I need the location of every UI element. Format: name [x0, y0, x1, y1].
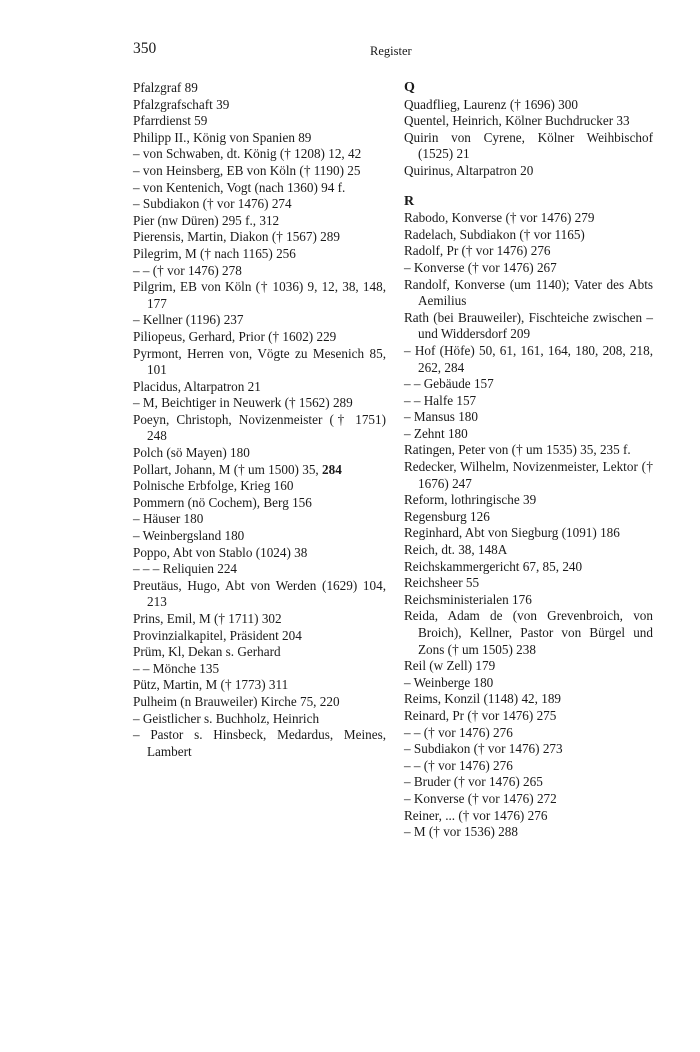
- index-entry: [133, 478, 386, 495]
- index-entry: [133, 97, 386, 114]
- index-entry-text: Poeyn, Christoph, Novizenmeister († 1751) 248: [133, 411, 386, 444]
- index-entry-text: – Konverse († vor 1476) 267: [404, 259, 557, 275]
- index-entry-text: Reginhard, Abt von Siegburg (1091) 186: [404, 525, 620, 541]
- index-entry-text: Polch (sö Mayen) 180: [133, 445, 250, 461]
- index-entry-text: Quentel, Heinrich, Kölner Buchdrucker 33: [404, 113, 630, 129]
- index-entry: [133, 213, 386, 230]
- index-entry-text: Pyrmont, Herren von, Vögte zu Mesenich 85, 101: [133, 345, 386, 378]
- index-entry-text: – – († vor 1476) 276: [404, 724, 513, 740]
- index-entry: [404, 691, 653, 708]
- index-entry: [133, 511, 386, 528]
- index-entry-text: Pütz, Martin, M († 1773) 311: [133, 677, 289, 693]
- index-entry-text: – – Gebäude 157: [404, 376, 494, 392]
- index-entry-text: Reich, dt. 38, 148A: [404, 542, 508, 558]
- index-entry: [133, 677, 386, 694]
- index-entry-text: Quirin von Cyrene, Kölner Weihbischof (1525) 21: [404, 129, 653, 162]
- index-entry: [404, 741, 653, 758]
- index-entry: [133, 694, 386, 711]
- index-entry: [404, 509, 653, 526]
- index-entry-text: Rath (bei Brauweiler), Fischteiche zwischen – und Widdersdorf 209: [404, 309, 653, 342]
- section-q-entries: [404, 97, 653, 180]
- index-entry-text: Radolf, Pr († vor 1476) 276: [404, 243, 551, 259]
- index-entry-text: Philipp II., König von Spanien 89: [133, 129, 312, 145]
- index-entry: [404, 426, 653, 443]
- index-entry-text: Regensburg 126: [404, 508, 490, 524]
- index-entry: [404, 725, 653, 742]
- index-entry: [133, 628, 386, 645]
- index-entry: [133, 412, 386, 445]
- index-entry-text: – Kellner (1196) 237: [133, 312, 244, 328]
- index-entry: [404, 575, 653, 592]
- index-entry-text: Pollart, Johann, M († um 1500) 35,: [133, 461, 319, 477]
- index-column-left: [133, 80, 386, 760]
- index-entry: [404, 260, 653, 277]
- index-entry-text: – Häuser 180: [133, 511, 204, 527]
- index-entry: [133, 545, 386, 562]
- index-entry-text: Reida, Adam de (von Grevenbroich, von Broich), Kellner, Pastor von Bürgel und Zons († um 1505) 238: [404, 608, 653, 657]
- index-entry-text: – M, Beichtiger in Neuwerk († 1562) 289: [133, 395, 353, 411]
- index-entry: [133, 528, 386, 545]
- index-entry: [404, 559, 653, 576]
- index-entry: [404, 243, 653, 260]
- section-letter-q: Q: [404, 80, 415, 95]
- index-entry-text: Reichsministerialen 176: [404, 591, 532, 607]
- index-entry-text: – – Halfe 157: [404, 392, 477, 408]
- index-entry-text: – Weinbergsland 180: [133, 528, 245, 544]
- index-entry: [133, 611, 386, 628]
- index-entry-text: Redecker, Wilhelm, Novizenmeister, Lektor († 1676) 247: [404, 459, 653, 491]
- section-letter-r: R: [404, 193, 415, 209]
- index-entry: [133, 196, 386, 213]
- index-entry-text: Reichskammergericht 67, 85, 240: [404, 558, 583, 574]
- index-entry-text: – M († vor 1536) 288: [404, 824, 518, 840]
- index-entry: [404, 113, 653, 130]
- index-entry: [404, 824, 653, 841]
- index-entry: [404, 708, 653, 725]
- index-entry: [133, 462, 386, 479]
- index-entry: [133, 379, 386, 396]
- index-entry-text: Reiner, ... († vor 1476) 276: [404, 807, 548, 823]
- index-entry: [404, 608, 653, 658]
- index-entry: [404, 592, 653, 609]
- index-entry-text: Ratingen, Peter von († um 1535) 35, 235 f.: [404, 442, 631, 458]
- index-entry-text: – Subdiakon († vor 1476) 274: [133, 196, 292, 212]
- index-entry-text: Radelach, Subdiakon († vor 1165): [404, 226, 585, 242]
- index-entry: [133, 80, 386, 97]
- index-entry: [404, 791, 653, 808]
- index-entry-text: Reform, lothringische 39: [404, 492, 537, 508]
- index-entry-text: Prins, Emil, M († 1711) 302: [133, 611, 282, 626]
- index-entry-text: – von Heinsberg, EB von Köln († 1190) 25: [133, 162, 361, 178]
- index-entry-text: Pfarrdienst 59: [133, 113, 208, 129]
- index-entry: [133, 495, 386, 512]
- index-entry-text: – – – Reliquien 224: [133, 561, 238, 577]
- running-head: Register: [370, 44, 412, 58]
- index-entry: [133, 644, 386, 661]
- index-entry: [404, 442, 653, 459]
- index-entry: [404, 310, 653, 343]
- index-entry-text: Reinard, Pr († vor 1476) 275: [404, 707, 557, 723]
- index-entry-text: Polnische Erbfolge, Krieg 160: [133, 478, 294, 494]
- index-entry: [133, 711, 386, 728]
- index-entry-text: – – Mönche 135: [133, 660, 220, 676]
- index-entry: [404, 758, 653, 775]
- index-entry: [133, 578, 386, 611]
- index-entry-text: Pommern (nö Cochem), Berg 156: [133, 494, 312, 510]
- index-entry-text: Preutäus, Hugo, Abt von Werden (1629) 104, 213: [133, 577, 386, 610]
- index-entry: [404, 808, 653, 825]
- index-entry-text: – – († vor 1476) 278: [133, 262, 242, 278]
- index-entry-text: Poppo, Abt von Stablo (1024) 38: [133, 544, 308, 560]
- index-entry-text: – von Schwaben, dt. König († 1208) 12, 42: [133, 146, 362, 162]
- index-entry-text: Reichsheer 55: [404, 575, 480, 591]
- index-entry-text: Reil (w Zell) 179: [404, 658, 496, 674]
- index-entry-text: – – († vor 1476) 276: [404, 757, 513, 773]
- index-entry-text: – Zehnt 180: [404, 425, 468, 441]
- index-entry-text: Piliopeus, Gerhard, Prior († 1602) 229: [133, 328, 337, 344]
- index-entry: [133, 445, 386, 462]
- index-entry-text: Prüm, Kl, Dekan s. Gerhard: [133, 644, 281, 660]
- index-entry: [404, 277, 653, 310]
- page-number: 350: [133, 40, 157, 57]
- index-entry: [133, 395, 386, 412]
- index-entry-text: – Subdiakon († vor 1476) 273: [404, 741, 563, 757]
- index-entry: [404, 163, 653, 180]
- index-entry: [404, 343, 653, 376]
- index-entry: [404, 376, 653, 393]
- index-entry-text: Rabodo, Konverse († vor 1476) 279: [404, 210, 595, 226]
- index-entry: [133, 146, 386, 163]
- index-entry: [404, 227, 653, 244]
- index-entry: [133, 130, 386, 147]
- index-entry-text: – Weinberge 180: [404, 674, 494, 690]
- index-entry-text: – Mansus 180: [404, 409, 478, 425]
- index-entry: [133, 246, 386, 263]
- index-entry-text: – Konverse († vor 1476) 272: [404, 790, 557, 806]
- index-entry: [133, 661, 386, 678]
- index-entry: [133, 229, 386, 246]
- index-entry-text: Placidus, Altarpatron 21: [133, 378, 261, 394]
- index-entry: [133, 163, 386, 180]
- index-entry: [404, 97, 653, 114]
- index-entry-text: Pulheim (n Brauweiler) Kirche 75, 220: [133, 693, 340, 709]
- index-entry-text: Provinzialkapitel, Präsident 204: [133, 627, 302, 643]
- index-entry: [404, 492, 653, 509]
- index-entry: [133, 561, 386, 578]
- index-entry: [404, 658, 653, 675]
- index-entry-text: – Hof (Höfe) 50, 61, 161, 164, 180, 208, 218, 262, 284: [404, 342, 653, 375]
- index-entry: [404, 130, 653, 163]
- index-entry: [404, 459, 653, 492]
- index-entry: [404, 525, 653, 542]
- index-entry: [404, 542, 653, 559]
- index-entry: [133, 312, 386, 329]
- index-entry-text: – Pastor s. Hinsbeck, Medardus, Meines, Lambert: [133, 727, 386, 759]
- index-entry-text: – Geistlicher s. Buchholz, Heinrich: [133, 710, 320, 726]
- index-entry-text: Reims, Konzil (1148) 42, 189: [404, 691, 562, 707]
- index-entry: [133, 180, 386, 197]
- index-entry: [133, 329, 386, 346]
- index-entry: [133, 727, 386, 760]
- index-entry: [133, 263, 386, 280]
- section-r-entries: [404, 210, 653, 841]
- index-entry: [133, 113, 386, 130]
- index-entry: [404, 675, 653, 692]
- index-entry-text: Pier (nw Düren) 295 f., 312: [133, 212, 280, 228]
- index-entry: [404, 210, 653, 227]
- index-entry-text: Pfalzgrafschaft 39: [133, 96, 230, 112]
- index-entry-text: Pilegrim, M († nach 1165) 256: [133, 245, 296, 261]
- index-entry-text: Quirinus, Altarpatron 20: [404, 162, 534, 178]
- index-entry-text: Pfalzgraf 89: [133, 80, 198, 95]
- index-entry: [404, 393, 653, 410]
- index-entry-text: Randolf, Konverse (um 1140); Vater des Abts Aemilius: [404, 276, 653, 309]
- index-entry-bold-page: 284: [322, 461, 342, 477]
- index-entry-text: Pilgrim, EB von Köln († 1036) 9, 12, 38, 148, 177: [133, 279, 386, 311]
- index-entry-text: – von Kentenich, Vogt (nach 1360) 94 f.: [133, 179, 346, 195]
- index-entry: [404, 409, 653, 426]
- index-entry: [133, 279, 386, 312]
- index-column-right: [404, 80, 653, 841]
- index-entry-text: Pierensis, Martin, Diakon († 1567) 289: [133, 229, 340, 245]
- index-entry: [404, 774, 653, 791]
- index-entry-text: – Bruder († vor 1476) 265: [404, 774, 543, 790]
- index-entry: [133, 346, 386, 379]
- index-entry-text: Quadflieg, Laurenz († 1696) 300: [404, 96, 578, 112]
